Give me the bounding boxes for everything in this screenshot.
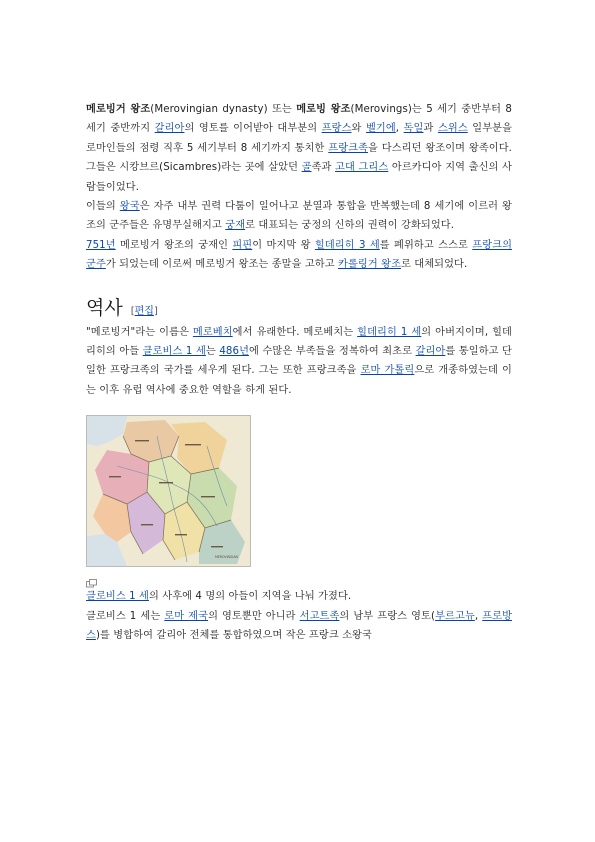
text: 족과 xyxy=(311,162,336,174)
merovingian-map-image[interactable] xyxy=(86,415,251,567)
link-switzerland[interactable]: 스위스 xyxy=(437,123,468,135)
text: , xyxy=(395,123,404,135)
dynasty-alt-name-bold: 메로빙 왕조 xyxy=(296,104,351,115)
section-title: 역사 xyxy=(86,296,123,319)
text: 로 대체되었다. xyxy=(401,259,468,271)
link-clovis-i[interactable]: 클로비스 1 세 xyxy=(142,346,206,358)
text: , xyxy=(474,610,483,622)
link-belgium[interactable]: 벨기에 xyxy=(365,123,396,135)
link-carolingian-dynasty[interactable]: 카롤링거 왕조 xyxy=(338,259,402,271)
text: 을 다스리던 왕조이며 왕족이다. 그들은 시캉브르(Sicambres)라는 곳에 살았던 xyxy=(86,142,512,174)
intro-paragraph xyxy=(86,100,512,197)
edit-bracket-close: ] xyxy=(153,305,158,317)
text: (Merovings)는 5 세기 중반부터 8 세기 중반까지 xyxy=(86,104,512,135)
paragraph-clovis xyxy=(86,607,512,646)
text: 의 남부 프랑스 영토( xyxy=(339,610,436,622)
link-germany[interactable]: 독일 xyxy=(403,123,424,135)
text: 일부분을 로마인들의 점령 직후 5 세기부터 8 세기까지 통치한 xyxy=(86,123,513,154)
link-childeric-iii[interactable]: 힐데리히 3 세 xyxy=(314,239,380,251)
text: 의 사후에 4 명의 아들이 지역을 나눠 가졌다. xyxy=(148,591,352,603)
link-provence[interactable]: 프로방스 xyxy=(86,610,513,642)
text: 가 되었는데 이로써 메로빙거 왕조는 종말을 고하고 xyxy=(105,259,339,271)
text: (Merovingian dynasty) 또는 xyxy=(150,104,297,115)
text: 의 영토뿐만 아니라 xyxy=(208,610,300,622)
link-year-486[interactable]: 486년 xyxy=(219,346,250,358)
link-roman-catholic[interactable]: 로마 가톨릭 xyxy=(360,365,415,377)
paragraph-kingdom xyxy=(86,197,512,236)
edit-link[interactable]: 편집 xyxy=(134,305,154,317)
text: 으로 개종하였는데 이는 이후 유럽 역사에 중요한 역할을 하게 된다. xyxy=(86,365,512,396)
link-franks[interactable]: 프랑크족 xyxy=(328,142,369,154)
link-clovis-i-caption[interactable]: 클로비스 1 세 xyxy=(86,591,149,603)
paragraph-history xyxy=(86,323,512,401)
text: 의 영토를 이어받아 대부분의 xyxy=(184,123,322,135)
text: 는 xyxy=(205,346,220,358)
link-roman-empire[interactable]: 로마 제국 xyxy=(164,610,209,622)
text: 의 아버지이며, 힐데리히의 아들 xyxy=(86,326,512,358)
text: 클로비스 1 세는 xyxy=(86,610,165,622)
article-body xyxy=(86,100,512,646)
figure-caption xyxy=(86,587,512,606)
paragraph-end-of-dynasty xyxy=(86,236,512,275)
text: )를 병합하여 갈리아 전체를 통합하였으며 작은 프랑크 소왕국 xyxy=(95,630,372,642)
link-mayor-of-palace[interactable]: 궁재 xyxy=(225,220,246,232)
link-gallia[interactable]: 갈리아 xyxy=(154,123,185,135)
text: "메로빙거"라는 이름은 xyxy=(86,326,193,338)
link-burgundy[interactable]: 부르고뉴 xyxy=(435,610,475,622)
edit-bracket-open: [ xyxy=(130,305,135,317)
text: 에서 유래한다. 메로베치는 xyxy=(232,326,358,338)
link-pippin[interactable]: 피핀 xyxy=(232,239,253,251)
dynasty-name-bold: 메로빙거 왕조 xyxy=(86,104,151,115)
map-illustration xyxy=(87,416,250,566)
text: 과 xyxy=(423,123,438,135)
text: 은 자주 내부 권력 다툼이 일어나고 분열과 통합을 반복했는데 8 세기에 이르러 왕조의 군주들은 유명무실해지고 xyxy=(86,201,512,232)
link-france[interactable]: 프랑스 xyxy=(321,123,352,135)
text: 이 마지막 왕 xyxy=(252,239,315,251)
link-merovech[interactable]: 메로베치 xyxy=(192,326,233,338)
section-edit xyxy=(131,302,158,317)
text: 메로빙거 왕조의 궁재인 xyxy=(115,239,233,251)
text: 와 xyxy=(351,123,366,135)
link-year-751[interactable]: 751년 xyxy=(86,239,116,251)
link-ancient-greece[interactable]: 고대 그리스 xyxy=(335,162,389,174)
map-legend-text: MEROVINGIAN xyxy=(215,555,238,560)
link-childeric-i[interactable]: 힐데리히 1 세 xyxy=(357,326,422,338)
link-gallia-2[interactable]: 갈리아 xyxy=(415,346,446,358)
link-visigoths[interactable]: 서고트족 xyxy=(299,610,340,622)
link-gaul[interactable]: 골 xyxy=(301,162,312,174)
text: 에 수많은 부족들을 정복하여 최초로 xyxy=(249,346,416,358)
enlarge-icon[interactable] xyxy=(86,573,98,587)
text: 아르카디아 지역 출신의 사람들이었다. xyxy=(86,162,512,193)
text: 를 통일하고 단일한 프랑크족의 국가를 세우게 된다. 그는 또한 프랑크족을 xyxy=(86,346,512,377)
section-heading-row xyxy=(86,293,512,323)
link-frankish-monarch[interactable]: 프랑크의 군주 xyxy=(86,239,513,271)
text: 를 폐위하고 스스로 xyxy=(379,239,473,251)
text: 이들의 xyxy=(86,201,120,213)
text: 로 대표되는 궁정의 신하의 권력이 강화되었다. xyxy=(245,220,455,232)
link-kingdom[interactable]: 왕국 xyxy=(119,201,140,213)
